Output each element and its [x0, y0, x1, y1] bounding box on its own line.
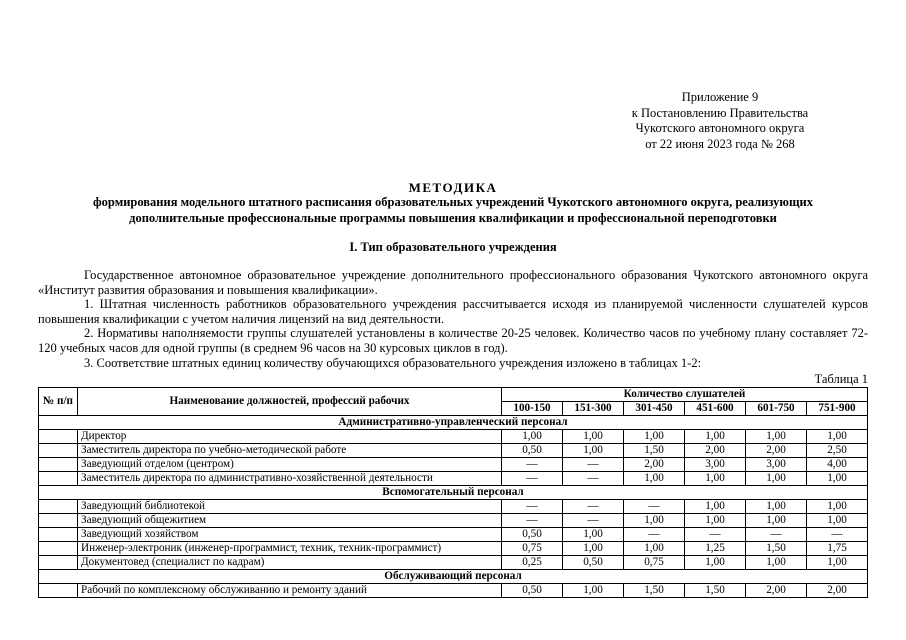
- staff-value: —: [685, 528, 746, 542]
- position-name: Заведующий отделом (центром): [78, 458, 502, 472]
- staff-value: 1,00: [685, 500, 746, 514]
- table-row: [39, 514, 868, 528]
- table-row: [39, 444, 868, 458]
- position-name: Директор: [78, 430, 502, 444]
- row-number: [39, 430, 78, 444]
- staff-value: —: [746, 528, 807, 542]
- table-label: Таблица 1: [814, 372, 868, 386]
- staff-value: 1,75: [807, 542, 868, 556]
- appendix-line: Чукотского автономного округа: [635, 121, 805, 135]
- staff-value: 1,00: [746, 514, 807, 528]
- section-title: I. Тип образовательного учреждения: [349, 240, 557, 254]
- table-row: [39, 556, 868, 570]
- document-subtitle: [20, 195, 886, 226]
- group-title: Обслуживающий персонал: [39, 570, 868, 584]
- group-row: [39, 486, 868, 500]
- position-name: Инженер-электроник (инженер-программист, техник, техник-программист): [78, 542, 502, 556]
- paragraph: Государственное автономное образовательное учреждение дополнительного профессионального образования Чукотского автономного округа «Институт развития образования и повышения квалификации».: [38, 268, 868, 297]
- table-row: [39, 528, 868, 542]
- staff-value: 0,50: [563, 556, 624, 570]
- staff-value: —: [624, 500, 685, 514]
- header-name: Наименование должностей, профессий рабочих: [78, 388, 502, 416]
- table-row: [39, 542, 868, 556]
- paragraph: 2. Нормативы наполняемости группы слушателей установлены в количестве 20-25 человек. Количество часов по учебному плану составляет 72-120 учебных часов для одной группы (в среднем 96 часов на 30 курсовых циклов в год).: [38, 326, 868, 355]
- position-name: Заместитель директора по административно-хозяйственной деятельности: [78, 472, 502, 486]
- appendix-line: от 22 июня 2023 года № 268: [645, 136, 795, 151]
- subtitle-line: формирования модельного штатного расписания образовательных учреждений Чукотского автономного округа, реализующих: [93, 195, 813, 209]
- row-number: [39, 500, 78, 514]
- subtitle-line: дополнительные профессиональные программы повышения квалификации и профессиональной переподготовки: [129, 210, 777, 225]
- header-num: № п/п: [39, 388, 78, 416]
- position-name: Заведующий библиотекой: [78, 500, 502, 514]
- staff-value: 1,00: [502, 430, 563, 444]
- staff-value: —: [502, 514, 563, 528]
- staff-value: 1,50: [685, 584, 746, 598]
- staff-value: —: [502, 458, 563, 472]
- staff-value: —: [563, 500, 624, 514]
- staff-value: 1,00: [685, 430, 746, 444]
- row-number: [39, 528, 78, 542]
- staff-value: 2,00: [746, 584, 807, 598]
- appendix-line: Приложение 9: [681, 90, 759, 104]
- staff-value: 1,00: [685, 556, 746, 570]
- position-name: Документовед (специалист по кадрам): [78, 556, 502, 570]
- table-row: [39, 458, 868, 472]
- staff-value: 0,50: [502, 444, 563, 458]
- row-number: [39, 472, 78, 486]
- position-name: Заместитель директора по учебно-методической работе: [78, 444, 502, 458]
- staff-table: [38, 387, 868, 598]
- group-title: Административно-управленческий персонал: [39, 416, 868, 430]
- row-number: [39, 584, 78, 598]
- staff-value: 1,00: [807, 500, 868, 514]
- staff-value: 1,00: [685, 472, 746, 486]
- staff-value: 0,50: [502, 584, 563, 598]
- staff-value: 1,00: [746, 556, 807, 570]
- document-title: МЕТОДИКА: [408, 180, 498, 195]
- group-title: Вспомогательный персонал: [39, 486, 868, 500]
- position-name: Рабочий по комплексному обслуживанию и ремонту зданий: [78, 584, 502, 598]
- paragraph: 3. Соответствие штатных единиц количеству обучающихся образовательного учреждения изложено в таблицах 1-2:: [84, 355, 702, 370]
- staff-value: 1,00: [746, 472, 807, 486]
- row-number: [39, 556, 78, 570]
- staff-value: 2,50: [807, 444, 868, 458]
- row-number: [39, 542, 78, 556]
- staff-value: 2,00: [746, 444, 807, 458]
- staff-value: 1,00: [624, 472, 685, 486]
- body-text: [38, 268, 868, 370]
- staff-value: —: [563, 514, 624, 528]
- staff-value: 1,00: [807, 472, 868, 486]
- staff-value: 1,50: [746, 542, 807, 556]
- table-row: [39, 472, 868, 486]
- staff-value: 0,50: [502, 528, 563, 542]
- position-name: Заведующий хозяйством: [78, 528, 502, 542]
- header-range: 100-150: [502, 402, 563, 416]
- staff-value: —: [502, 500, 563, 514]
- row-number: [39, 458, 78, 472]
- header-range: 601-750: [746, 402, 807, 416]
- staff-value: 2,00: [807, 584, 868, 598]
- staff-value: 1,00: [807, 430, 868, 444]
- staff-value: 1,00: [563, 542, 624, 556]
- staff-value: 1,25: [685, 542, 746, 556]
- staff-value: 3,00: [685, 458, 746, 472]
- staff-value: 0,75: [502, 542, 563, 556]
- staff-value: —: [563, 472, 624, 486]
- header-group: Количество слушателей: [502, 388, 868, 402]
- header-range: 451-600: [685, 402, 746, 416]
- staff-value: 1,00: [624, 514, 685, 528]
- position-name: Заведующий общежитием: [78, 514, 502, 528]
- staff-value: 0,25: [502, 556, 563, 570]
- row-number: [39, 444, 78, 458]
- header-range: 151-300: [563, 402, 624, 416]
- appendix-line: к Постановлению Правительства: [631, 105, 809, 120]
- staff-value: 1,00: [807, 556, 868, 570]
- staff-value: 1,00: [746, 430, 807, 444]
- staff-value: 1,00: [624, 430, 685, 444]
- row-number: [39, 514, 78, 528]
- appendix-header: [560, 90, 880, 152]
- staff-value: 1,00: [807, 514, 868, 528]
- staff-value: 1,00: [624, 542, 685, 556]
- paragraph: 1. Штатная численность работников образовательного учреждения рассчитывается исходя из планируемой численности слушателей курсов повышения квалификации с учетом наличия лицензий на вид деятельности.: [38, 297, 868, 326]
- staff-value: 1,00: [563, 528, 624, 542]
- staff-value: 0,75: [624, 556, 685, 570]
- group-row: [39, 416, 868, 430]
- staff-value: 1,00: [563, 584, 624, 598]
- staff-value: 1,50: [624, 444, 685, 458]
- table-row: [39, 430, 868, 444]
- staff-value: 1,00: [685, 514, 746, 528]
- staff-value: 4,00: [807, 458, 868, 472]
- staff-value: —: [624, 528, 685, 542]
- table-row: [39, 584, 868, 598]
- group-row: [39, 570, 868, 584]
- staff-value: 1,00: [746, 500, 807, 514]
- staff-value: 2,00: [624, 458, 685, 472]
- staff-value: 1,00: [563, 430, 624, 444]
- staff-value: —: [807, 528, 868, 542]
- staff-value: 3,00: [746, 458, 807, 472]
- staff-value: —: [563, 458, 624, 472]
- staff-value: 2,00: [685, 444, 746, 458]
- staff-value: 1,00: [563, 444, 624, 458]
- header-range: 751-900: [807, 402, 868, 416]
- table-body: [39, 416, 868, 598]
- staff-value: 1,50: [624, 584, 685, 598]
- header-range: 301-450: [624, 402, 685, 416]
- table-row: [39, 500, 868, 514]
- staff-value: —: [502, 472, 563, 486]
